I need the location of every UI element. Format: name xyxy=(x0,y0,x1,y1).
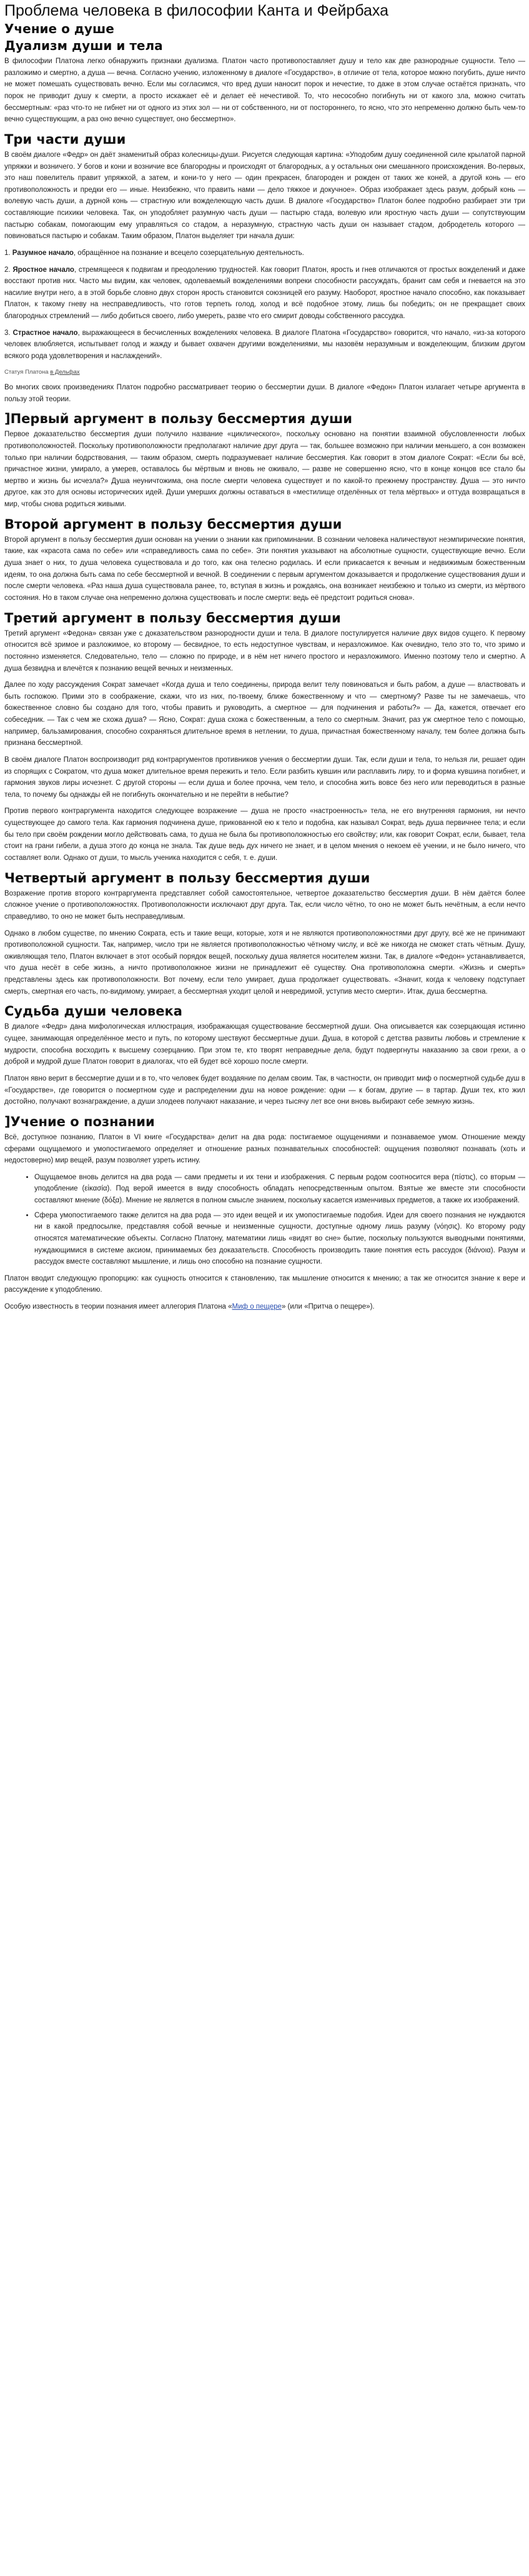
paragraph-fate-2: Платон явно верит в бессмертие души и в то, что человек будет воздаяние по делам своим. Так, в частности, он приводит миф о посмертной судьбе душ в «Государстве», где говорится о посмертном суде и распределении душ на новое рождение: одни — к богам, другие — в тартар. Души тех, кто жил достойно, получают вознаграждение, а души злодеев получают наказание, и через тысячу лет все они вновь выбирают себе земную жизнь. xyxy=(4,1074,525,1106)
paragraph-fate: В диалоге «Федр» дана мифологическая иллюстрация, изображающая существование бессмертной души. Она описывается как созерцающая истинно сущее, занимающая определённое место и путь, по которому шествуют бессмертные души. Душа, в которой с детства развиты любовь и стремление к мудрости, способна восходить к высшему созерцанию. При этом те, кто творят неправедные дела, будут подвергнуты наказанию за свои грехи, а о доброй и мудрой душе Платон говорит в диалогах, что ей будет всё хорошо после смерти. xyxy=(4,1023,525,1066)
cave-text-post: » (или «Притча о пещере»). xyxy=(281,1303,375,1311)
caption-link[interactable]: в Дельфах xyxy=(50,368,80,376)
term-spirited: Яростное начало xyxy=(12,266,74,274)
paragraph-cave xyxy=(4,1301,525,1313)
paragraph-three-parts: В своём диалоге «Федр» он даёт знаменитый образ колесницы-души. Рисуется следующая картина: «Уподобим душу соединенной силе крылатой парной упряжки и возничего. У богов и кони и возничие все благородны и происходят от благородных, а у остальных они смешанного происхождения. Во-первых, это наш повелитель правит упряжкой, а затем, и кони-то у него — один прекрасен, благороден и рожден от таких же коней, а другой конь — его противоположность и предки его — иные. Неизбежно, что править нами — дело тяжкое и докучное». Образ изображает здесь разум, добрый конь — волевую часть души, а дурной конь — страстную или вожделеющую часть души. В диалоге «Государство» Платон более подробно разбирает эти три составляющие психики человека. Так, он уподобляет разумную часть души — пастырю стада, волевую или яростную часть души — сопутствующим пастырю собакам, помогающим ему управляться со стадом, а неразумную, страстную часть души он называет стадом, добродетель которого — повиноваться пастырю и собакам. Таким образом, Платон выделяет три начала души: xyxy=(4,151,525,241)
cave-link[interactable]: Миф о пещере xyxy=(232,1303,282,1311)
list-item-sensible: • Ощущаемое вновь делится на два рода — сами предметы и их тени и изображения. С первым родом соотносится вера (πίστις), со вторым — уподобление (εἰκασία). Под верой имеется в виду способность обладать непосредственным опытом. Взятые же вместе эти способности составляют мнение (δόξα). Мнение не является в полном смысле знанием, поскольку касается изменчивых предметов, а также их изображений. xyxy=(34,1172,525,1207)
heading-argument-2: Второй аргумент в пользу бессмертия души xyxy=(4,516,342,532)
heading-knowledge: ]Учение о познании xyxy=(4,1114,155,1129)
knowledge-list xyxy=(4,1172,525,1268)
heading-fate-of-soul: Судьба души человека xyxy=(4,1004,182,1019)
paragraph-argument-3a: Третий аргумент «Федона» связан уже с доказательством разнородности души и тела. В диалоге постулируется наличие двух видов сущего. К первому относится всё зримое и разложимое, ко второму — бесвидное, то есть недоступное чувствам, и неразложимое. Как очевидно, тело это то, что зримо и постоянно изменяется. Следовательно, тело — сложно по природе, и в нём нет ничего простого и неразложимого. Именно поэтому тело и смертно. А душа безвидна и влечётся к познанию вещей вечных и неизменных. xyxy=(4,629,525,672)
text-appetitive: , выражающееся в бесчисленных вожделениях человека. В диалоге Платона «Государство» говорится, что начало, «из-за которого человек влюбляется, испытывает голод и жажду и бывает охвачен другими вожделениями, мы назовём неразумным и вожделеющим, близким другом всякого рода удовлетворения и наслаждений». xyxy=(4,329,525,360)
list-item-spirited: 2. Яростное начало, стремящееся к подвигам и преодолению трудностей. Как говорит Платон, ярость и гнев отличаются от простых вожделений и даже восстают против них. Часто мы видим, как человек, одолеваемый вожделениями вопреки способности рассуждать, бранит сам себя и гневается на это насилие внутри него, а в этой борьбе словно двух сторон ярость становится союзницей его разуму. Наоборот, яростное начало способно, как показывает Платон, к такому гневу на несправедливость, что готов терпеть голод, холод и всё подобное этому, лишь бы победить; он не прекращает своих благородных стремлений — либо добиться своего, либо умереть, разве что его смирит доводы собственного рассудка. xyxy=(4,266,525,321)
paragraph-dualism: В философии Платона легко обнаружить признаки дуализма. Платон часто противопоставляет душу и тело как две разнородные сущности. Тело — разложимо и смертно, а душа — вечна. Согласно учению, изложенному в диалоге «Государство», в отличие от тела, которое можно погубить, душе ничто не может помешать существовать вечно. Если мы согласимся, что вред души наносит порок и нечестие, то даже в этом случае остаётся признать, что порок не приводит душу к смерти, а просто искажает её и делает её нечестивой. То, что несособно погибнуть ни от какого зла, можно считать бессмертным: «раз что-то не гибнет ни от одного из этих зол — ни от собственного, ни от постороннего, то ясно, что это непременно должно быть чем-то вечно существующим, а раз оно вечно существует, оно бессмертно». xyxy=(4,57,525,124)
heading-doctrine-of-soul: Учение о душе xyxy=(4,21,114,36)
paragraph-many-works: Во многих своих произведениях Платон подробно рассматривает теорию о бессмертии души. В диалоге «Федон» Платон излагает четыре аргумента в пользу этой теории. xyxy=(4,383,525,403)
list-item-appetitive: 3. Страстное начало, выражающееся в бесчисленных вожделениях человека. В диалоге Платона «Государство» говорится, что начало, «из-за которого человек влюбляется, испытывает голод и жажду и бывает охвачен другими вожделениями, мы назовём неразумным и вожделеющим, близким другом всякого рода удовлетворения и наслаждений». xyxy=(4,329,525,360)
paragraph-argument-3d: Против первого контраргумента находится следующее возражение — душа не просто «настроенность» тела, не его внутренняя гармония, ни нечто существующее до самого тела. Как гармония подчинена душе, прикованной ею к тело и подобна, как называл Сократ, ведь душа первичнее тела; и если бы тело при своём рождении могло действовать сама, то душа не была бы противоположностью его свойству; или, как говорит Сократ, если, бывает, тела стоит на грани гибели, а душа этого до конца не знала. Так душе ведь дух ничего не знает, и в целом мнения о некоем её учении, и не было ничего, что составляет воли. Однако от души, то мысль ученика находится с себя, т. е. души. xyxy=(4,807,525,862)
heading-argument-1: ]Первый аргумент в пользу бессмертия души xyxy=(4,411,353,427)
heading-argument-4: Четвертый аргумент в пользу бессмертия души xyxy=(4,870,370,886)
list-item-intelligible: • Сфера умопостигаемого также делится на два рода — это идеи вещей и их умопостигаемые подобия. Идеи для своего познания не нуждаются ни в какой предпосылке, представляя собой вечные и неизменные сущности, доступные одному лишь разуму (νόησις). Ко второму роду относятся математические объекты. Согласно Платону, математики лишь «видят во сне» бытие, поскольку пользуются выводными понятиями, нуждающимися в системе аксиом, принимаемых без доказательств. Способность производить такие понятия есть рассудок (διάνοια). Разум и рассудок вместе составляют мышление, и лишь оно способно на познание сущности. xyxy=(34,1210,525,1268)
text-spirited: , стремящееся к подвигам и преодолению трудностей. Как говорит Платон, ярость и гнев отличаются от простых вожделений и даже восстают против них. Часто мы видим, как человек, одолеваемый вожделениями вопреки способности рассуждать, бранит сам себя и гневается на это насилие внутри него, а в этой борьбе словно двух сторон ярость становится союзницей его разуму. Наоборот, яростное начало способно, как показывает Платон, к такому гневу на несправедливость, что готов терпеть голод, холод и всё подобное этому, лишь бы победить; он не прекращает своих благородных стремлений — либо добиться своего, либо умереть, разве что его смирит доводы собственного рассудка. xyxy=(4,266,525,321)
paragraph-argument-3c: В своём диалоге Платон воспроизводит ряд контраргументов противников учения о бессмертии души. Так, если души и тела, то нельзя ли, решает один из спорящих с Сократом, что душа может длительное время пережить и тело. Если разбить кувшин или расплавить лиру, то и форма кувшина погибнет, и гармония звуков лиры исчезнет. С другой стороны — если душа и более прочна, чем тело, и способна жить вовсе без него или переводиться в разные тела, то почему бы однажды ей не погибнуть окончательно и не перейти в небытие? xyxy=(4,756,525,799)
caption-text: Статуя Платона xyxy=(4,368,49,376)
heading-three-parts: Три части души xyxy=(4,131,126,147)
list-item-rational: 1. Разумное начало, обращённое на познание и всецело созерцательную деятельность. xyxy=(4,249,304,257)
text-rational: , обращённое на познание и всецело созерцательную деятельность. xyxy=(73,249,304,257)
cave-text-pre: Особую известность в теории познания имеет аллегория Платона « xyxy=(4,1303,232,1311)
paragraph-argument-4a: Возражение против второго контраргумента представляет собой самостоятельное, четвертое доказательство бессмертия души. В нём даётся более сложное учение о противоположностях. Противоположности исключают друг друга. Так, если число чётно, то оно не может быть нечётным, а если нечто справедливо, то оно не может быть несправедливым. xyxy=(4,889,525,921)
paragraph-argument-1: Первое доказательство бессмертия души получило название «циклического», поскольку основано на понятии взаимной обусловленности любых противоположностей. Поскольку противоположности предполагают наличие друг друга — так, большее возможно при наличии меньшего, а сон возможен только при наличии бодрствования, — таким образом, смерть подразумевает наличие бессмертия. Как говорит в этом диалоге Сократ: «Если бы всё, причастное жизни, умирало, а умерев, оставалось бы мёртвым и вновь не оживало, — разве не совершенно ясно, что в конце концов все стало бы мертво и жизнь бы исчезла?» Душа неуничтожима, она после смерти человека существует и по какой-то прежнему пространству. Душа — это ничто другое, как это для основы исторических идей. Души умерших должны оставаться в «местилищe отделённых от тела мёртвых» и оттуда возвращаться в мир, чтобы снова родиться живыми. xyxy=(4,431,525,509)
paragraph-knowledge: Всё, доступное познанию, Платон в VI книге «Государства» делит на два рода: постигаемое ощущениями и познаваемое умом. Отношение между сферами ощущаемого и умопостигаемого определяет и отношение разных познавательных способностей: ощущения позволяют познавать (хоть и недостоверно) мир вещей, разум позволяет узреть истину. xyxy=(4,1133,525,1165)
heading-dualism: Дуализм души и тела xyxy=(4,38,163,53)
image-caption xyxy=(4,367,525,377)
paragraph-proportion: Платон вводит следующую пропорцию: как сущность относится к становлению, так мышление относится к мнению; а так же относится знание к вере и рассуждение к уподоблению. xyxy=(4,1274,525,1294)
term-appetitive: Страстное начало xyxy=(12,329,78,337)
term-rational: Разумное начало xyxy=(12,249,74,257)
paragraph-argument-3b: Далее по ходу рассуждения Сократ замечает «Когда душа и тело соединены, природа велит телу повиноваться и быть рабом, а душе — властвовать и быть госпожою. Прими это в соображение, скажи, что из них, по-твоему, ближе божественному и что — смертному? Разве ты не замечаешь, что божественное словно бы создано для того, чтобы править и руководить, а смертное — для подчинения и работы?» — Да, кажется, отвечает его собеседник. — Так с чем же схожа душа? — Ясно, Сократ: душа схожа с божественным, а тело со смертным. Значит, раз уж смертное тело с помощью, например, бальзамирования, способно сохраняться длительное время в нетлении, то душа, причастная божественному началу, тем более должна быть признана бессмертной. xyxy=(4,681,525,747)
heading-argument-3: Третий аргумент в пользу бессмертия души xyxy=(4,610,341,626)
paragraph-argument-2: Второй аргумент в пользу бессмертия души основан на учении о знании как припоминании. В сознании человека наличествуют неэмпирические понятия, такие, как «красота сама по себе» или «справедливость сама по себе». Эти понятия указывают на абсолютные сущности, существующие вечно. Если душа знает о них, то душа человека существовала и до того, как она телесно родилась. И если прикасается к вечным и недвижимым божественным идеям, то она должна быть сама по себе бессмертной и вечной. В соединении с первым аргументом доказывается и продолжение существования души и после смерти человека. «Раз наша душа существовала ранее, то, вступая в жизнь и рождаясь, она возникает неизбежно и только из смерти, из мёртвого состояния. Но в таком случае она непременно должна существовать и после смерти: ведь её предстоит родиться снова». xyxy=(4,536,525,602)
page-title: Проблема человека в философии Канта и Фейрбаха xyxy=(4,2,389,19)
paragraph-argument-4b: Однако в любом существе, по мнению Сократа, есть и такие вещи, которые, хотя и не являются противоположностями друг другу, всё же не принимают противоположной сущности. Так, например, число три не является противоположностью чётному числу, и всё же никогда не сможет стать чётным. Душу, оживляющая тело, Платон включает в этот особый порядок вещей, поскольку душа является носителем жизни. Так, в диалоге «Федон» устанавливается, что душа несёт в себе жизнь, а ничто противоположное жизни не принадлежит её существу. Она противоположна смерти. «Жизнь и смерть» представлены здесь как противоположности. Вот почему, если тело умирает, душа продолжает существовать. «Значит, когда к человеку подступает смерть, смертная его часть, по-видимому, умирает, а бессмертная уходит целой и невредимой, уступив место смерти». Итак, душа бессмертна. xyxy=(4,929,525,996)
